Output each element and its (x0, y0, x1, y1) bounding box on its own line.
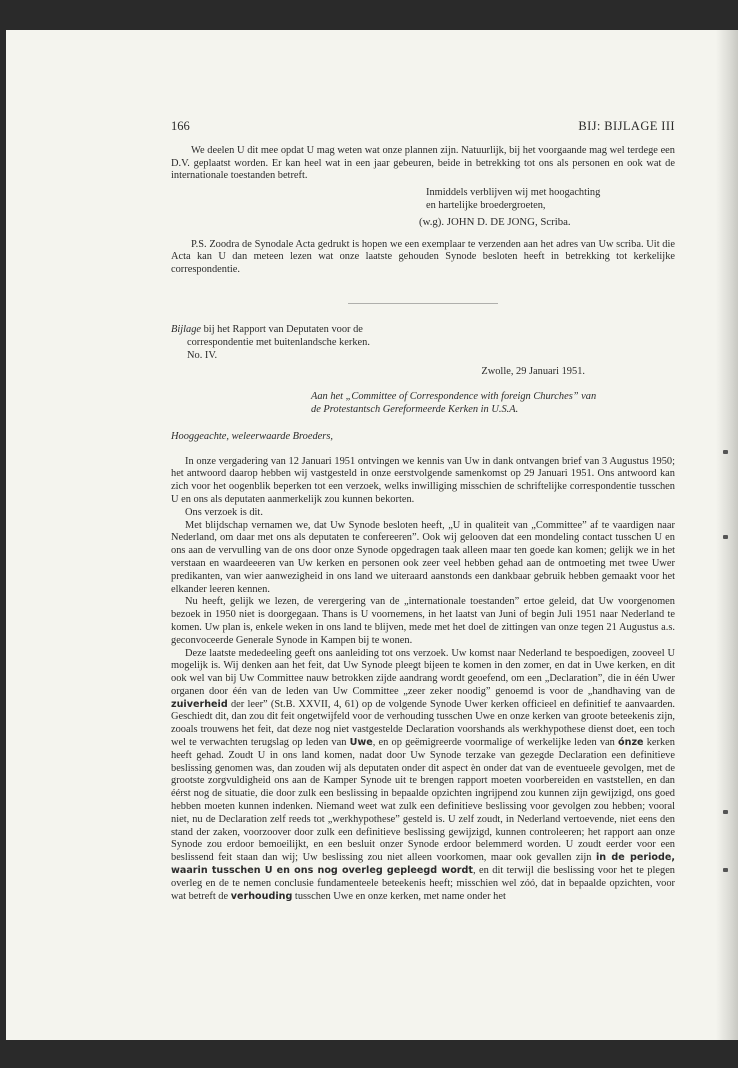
appendix-line: correspondentie met buitenlandsche kerken. (187, 336, 370, 348)
text-run: , en dit terwijl die beslissing voor het te plegen overleg en de te nemen conclusie fundamenteele beteekenis heeft; misschien wel zóó, dat in bepaalde opzichten, voor wat betreft de (171, 865, 676, 902)
appendix-label: Bijlage (171, 323, 202, 335)
body-paragraph: In onze vergadering van 12 Januari 1951 ontvingen we kennis van Uw in dank ontvangen brief van 3 Augustus 1950; het antwoord daarop hebben wij vastgesteld in onze eerstvolgende samenkomst op 29 Januari 1951. Ons antwoord kan zich voor het oogenblik beperken tot een verzoek, welks inwilliging misschien de schriftelijke correspondentie tusschen U en ons als deputaten aanmerkelijk zou kunnen bekorten. (171, 455, 675, 505)
body-paragraph (171, 648, 675, 904)
letter-body (171, 456, 675, 904)
appendix-number: No. IV. (187, 349, 218, 361)
text-run: tusschen Uwe en onze kerken, met name onder het (292, 890, 506, 902)
margin-mark (723, 810, 728, 814)
margin-mark (723, 450, 728, 454)
body-paragraph: Ons verzoek is dit. (185, 506, 263, 518)
addressee (311, 391, 675, 417)
salutation: Hooggeachte, weleerwaarde Broeders, (171, 430, 333, 442)
appendix-line: bij het Rapport van Deputaten voor de (201, 323, 363, 335)
closing-line: en hartelijke broedergroeten, (426, 199, 546, 211)
body-paragraph: Nu heeft, gelijk we lezen, de verergering van de „internationale toestanden” ertoe geleid, dat Uw voorgenomen bezoek in 1950 niet is doorgegaan. Thans is U voornemens, in het laatst van Juni of begin Juli 1951 naar Nederland te komen. Uw plan is, enkele weken in ons land te blijven, mede met het doel de zittingen van onze tegen 21 Augustus a.s. geconvoceerde Generale Synode in Kampen bij te wonen. (171, 596, 675, 646)
margin-mark (723, 868, 728, 872)
page-binding-edge (716, 30, 738, 1040)
page-header (171, 120, 675, 133)
text-run: Deze laatste mededeeling geeft ons aanleiding tot ons verzoek. Uw komst naar Nederland te bespoedigen, zooveel U mogelijk is. Wij denken aan het feit, dat Uw Synode pleegt bijeen te komen in den zomer, en dat in Uwe kerken, en dit ook wel van bij Uw Committee nauw betrokken zijde aandrang wordt geoefend, om een „Declaration”, die in één Uwer organen door één van de leden van Uw Committee „zeer zeker noodig” genoemd is voor de „handhaving van de (171, 647, 675, 697)
bold-text: ónze (618, 737, 644, 749)
bold-text: zuiverheid (171, 698, 228, 710)
signature: (w.g). JOHN D. DE JONG, Scriba. (419, 215, 571, 228)
bold-text: in de periode, waarin tusschen U en ons nog overleg gepleegd wordt (171, 852, 675, 877)
postscript: P.S. Zoodra de Synodale Acta gedrukt is hopen we een exemplaar te verzenden aan het adres van Uw scriba. Uit die Acta kan U dan meteen lezen wat onze laatste gehouden Synode besloten heeft in betrekking tot kerkelijke correspondentie. (171, 238, 675, 276)
body-paragraph: Met blijdschap vernamen we, dat Uw Synode besloten heeft, „U in qualiteit van „Committee” af te vaardigen naar Nederland, om daar met ons als deputaten te confereeren”. Ook wij gelooven dat een mondeling contact tusschen U en ons aan de vervulling van de ons door onze Synode opgedragen taak alleen maar ten goede kan komen; gelijk we in het verstaan en waardeeeren van Uw kerken en personen ook zeer veel hebben gehad aan de ontmoeting met twee Uwer predikanten, van wier aanwezigheid in ons land we uiteraard aanstonds een dankbaar gebruik hebben gemaakt voor het elkander leeren kennen. (171, 519, 675, 595)
closing-line: Inmiddels verblijven wij met hoogachting (426, 187, 601, 199)
running-title: BIJ: BIJLAGE III (578, 119, 675, 133)
text-run: kerken heeft gehad. Zoudt U in ons land komen, nadat door Uw Synode terzake van gezegde Declaration een definitieve beslissing genomen was, dan zouden wij als deputaten onder dit aspect èn onder dat van de eventueele gevolgen, met de grootste zorgvuldigheid ons aan de Kamper Synode uit te brengen rapport moeten voorbereiden en vaststellen, en dan éérst nog de situatie, die door zulk een beslissing in bepaalde opzichten ingrijpend zou kunnen zijn gewijzigd, ons goed hebben moeten kunnen indenken. Niemand weet wat zulk een definitieve beslissing voor gevolgen zou hebben; vooral niet, nu de Declaration zelf reeds tot „werkhypothese” gesteld is. U zelf zoudt, in Nederland vertoevende, niet eens den stand der zaken, voorzoover door zulk een definitieve beslissing gewijzigd, kunnen controleeren; het rapport aan onze Synode zou erdoor bemoeilijkt, en een besluit onzer Synode erdoor belemmerd worden. U zoudt eerder voor een beslissend feit staan dan wij; Uw beslissing zou niet alleen voorkomen, maar ook gevallen zijn (171, 737, 675, 864)
margin-mark (723, 535, 728, 539)
addressee-line: Aan het „Committee of Correspondence with foreign Churches” van (311, 391, 597, 403)
page-content (171, 120, 675, 903)
addressee-line: de Protestantsch Gereformeerde Kerken in U.S.A. (311, 403, 519, 415)
bold-text: verhouding (230, 890, 293, 902)
section-divider (348, 303, 498, 304)
letter-paragraph: We deelen U dit mee opdat U mag weten wat onze plannen zijn. Natuurlijk, bij het voorgaande mag wel terdege een D.V. geplaatst worden. Er kan heel wat in een jaar gebeuren, beide in betrekking tot ons als personen en ook wat de internationale toestanden betreft. (171, 144, 675, 182)
letter-date: Zwolle, 29 Januari 1951. (481, 366, 585, 378)
bold-text: Uwe (349, 737, 373, 749)
page-number: 166 (171, 119, 190, 133)
letter-closing (426, 187, 675, 213)
book-page (6, 30, 738, 1040)
text-run: , en op geëmigreerde voormalige of werkelijke leden van (372, 737, 619, 749)
text-run: der leer” (St.B. XXVII, 4, 61) op de volgende Synode Uwer kerken officieel en definitief te aanvaarden. Geschiedt dit, dan zou dit feit ongetwijfeld voor de verhouding tusschen Uwe en onze kerken van groote beteekenis zijn, zooals trouwens het feit, dat deze nog niet vastgestelde Declaration voorshands als werkhypothese dienst doet, een toch wel te verwachten terugslag op leden van (171, 698, 675, 749)
appendix-heading (171, 324, 675, 362)
